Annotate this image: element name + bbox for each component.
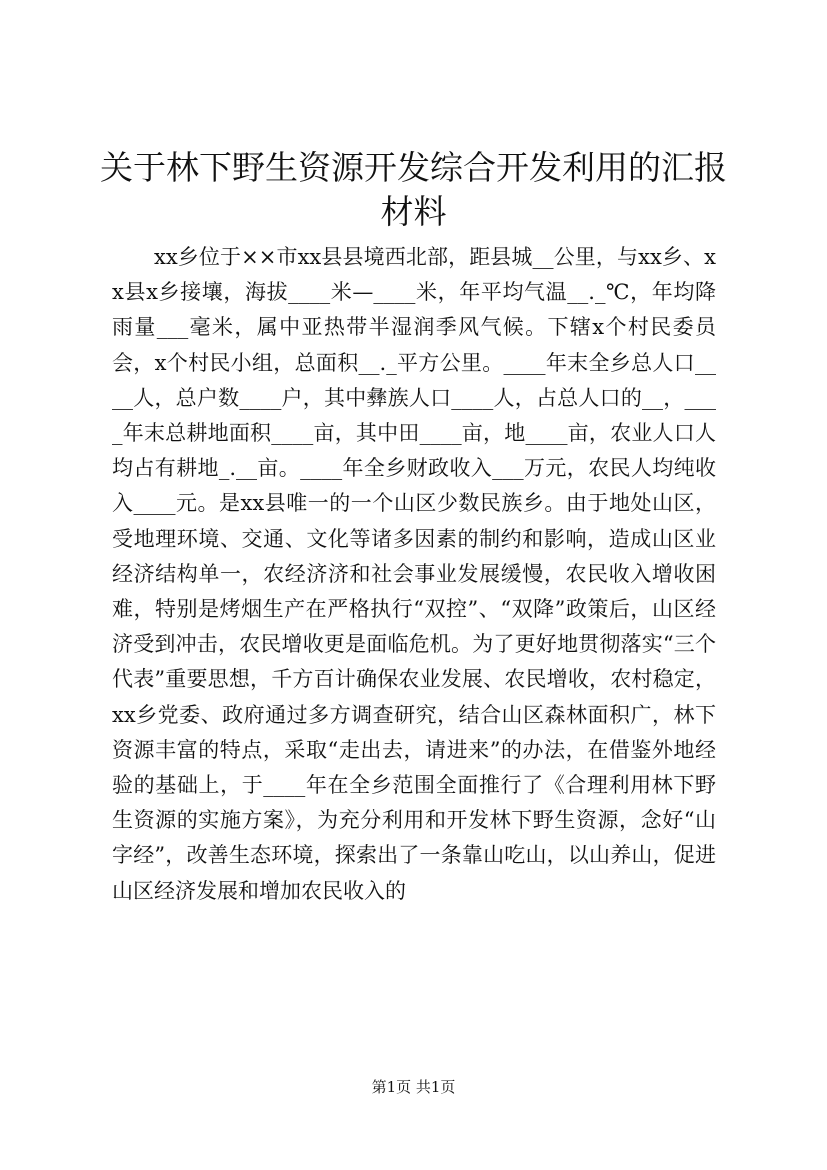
page-number-footer: 第1页 共1页 — [371, 1078, 456, 1096]
document-title: 关于林下野生资源开发综合开发利用的汇报材料 — [100, 148, 727, 231]
body-paragraph: xx乡位于××市xx县县境西北部，距县城__公里，与xx乡、xx县x乡接壤，海拔____米—____米，年平均气温__._℃，年均降雨量___毫米，属中亚热带半湿润季风气候。下辖x个村民委员会，x个村民小组，总面积__._平方公里。____年末全乡总人口____人，总户数____户，其中彝族人口____人，占总人口的__，____年末总耕地面积____亩，其中田____亩，地____亩，农业人口人均占有耕地_.__亩。____年全乡财政收入___万元，农民人均纯收入____元。是xx县唯一的一个山区少数民族乡。由于地处山区，受地理环境、交通、文化等诸多因素的制约和影响，造成山区业经济结构单一，农经济济和社会事业发展缓慢，农民收入增收困难，特别是烤烟生产在严格执行“双控”、“双降”政策后，山区经济受到冲击，农民增收更是面临危机。为了更好地贯彻落实“三个代表”重要思想，千方百计确保农业发展、农民增收，农村稳定，xx乡党委、政府通过多方调查研究，结合山区森林面积广，林下资源丰富的特点，采取“走出去，请进来”的办法，在借鉴外地经验的基础上，于____年在全乡范围全面推行了《合理利用林下野生资源的实施方案》，为充分利用和开发林下野生资源，念好“山字经”，改善生态环境，探索出了一条靠山吃山，以山养山，促进山区经济发展和增加农民收入的 — [112, 245, 716, 903]
